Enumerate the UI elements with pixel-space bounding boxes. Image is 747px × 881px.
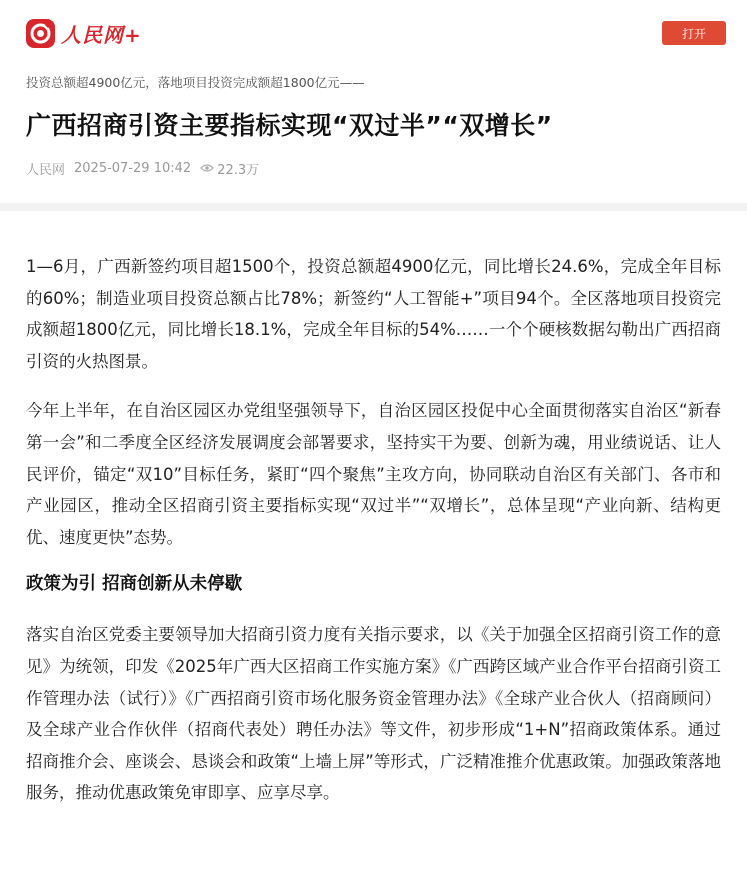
article-paragraph: 落实自治区党委主要领导加大招商引资力度有关指示要求，以《关于加强全区招商引资工作的意见》为统领，印发《2025年广西大区招商工作实施方案》《广西跨区域产业合作平台招商引资工作管理办法（试行）》《广西招商引资市场化服务资金管理办法》《全球产业合伙人（招商顾问）及全球产业合作伙伴（招商代表处）聘任办法》等文件，初步形成“1+N”招商政策体系。通过招商推介会、座谈会、恳谈会和政策“上墙上屏”等形式，广泛精准推介优惠政策。加强政策落地服务，推动优惠政策免审即享、应享尽享。 [26,625,721,803]
article-source[interactable]: 人民网 [26,162,66,178]
brand-name: 人民网+ [61,22,142,47]
article-subtitle: 投资总额超4900亿元，落地项目投资完成额超1800亿元—— [26,75,365,90]
top-bar [0,0,747,64]
eye-icon [200,163,214,173]
article-meta [26,159,721,177]
article-header [0,74,747,177]
open-app-button[interactable]: 打开 [662,21,726,45]
section-heading: 政策为引 招商创新从未停歇 [26,574,243,595]
view-count: 22.3万 [217,162,260,178]
article-title: 广西招商引资主要指标实现“双过半”“双增长” [26,111,553,140]
article-body [0,211,747,809]
logo-icon [26,19,55,48]
brand-logo[interactable] [26,18,142,48]
article-paragraph: 1—6月，广西新签约项目超1500个，投资总额超4900亿元，同比增长24.6%，完成全年目标的60%；制造业项目投资总额占比78%；新签约“人工智能+”项目94个。全区落地项目投资完成额超1800亿元，同比增长18.1%，完成全年目标的54%……一个个硬核数据勾勒出广西招商引资的火热图景。 [26,257,721,371]
article-datetime: 2025-07-29 10:42 [74,160,192,176]
section-divider [0,203,747,211]
article-paragraph: 今年上半年，在自治区园区办党组坚强领导下，自治区园区投促中心全面贯彻落实自治区“新春第一会”和二季度全区经济发展调度会部署要求，坚持实干为要、创新为魂，用业绩说话、让人民评价，锚定“双10”目标任务，紧盯“四个聚焦”主攻方向，协同联动自治区有关部门、各市和产业园区，推动全区招商引资主要指标实现“双过半”“双增长”，总体呈现“产业向新、结构更优、速度更快”态势。 [26,401,721,547]
